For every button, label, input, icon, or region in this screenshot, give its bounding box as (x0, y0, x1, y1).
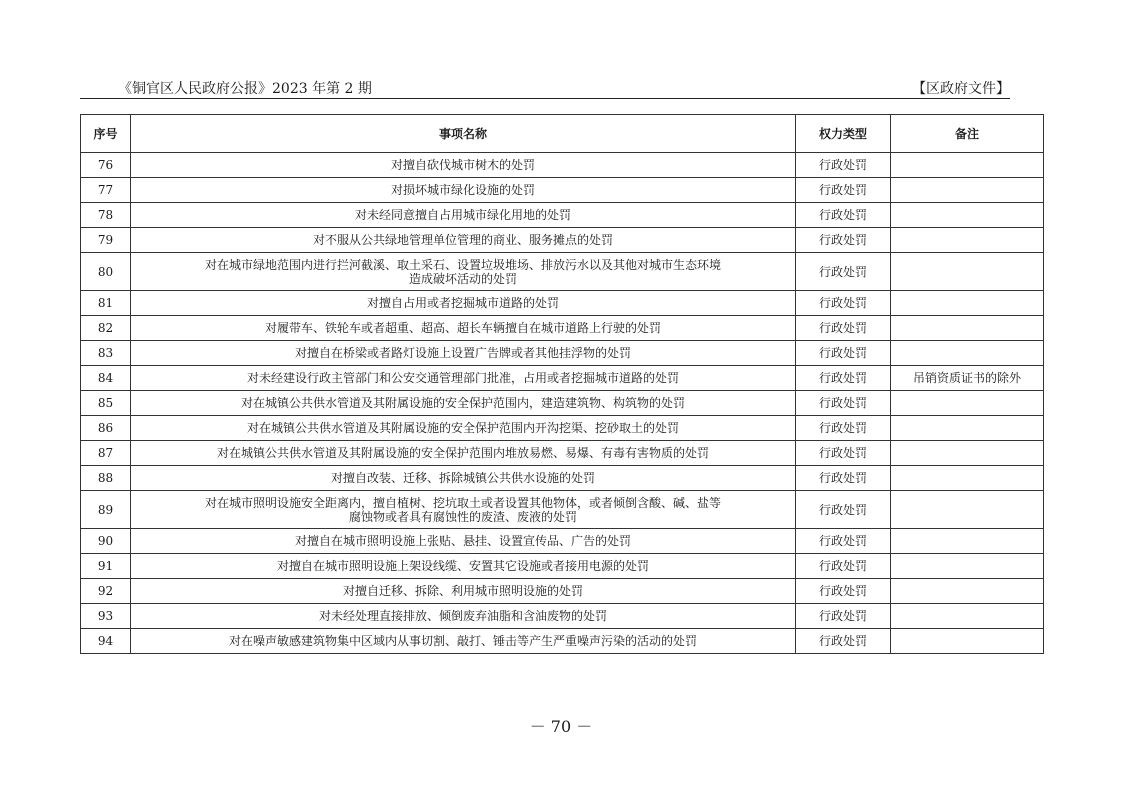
cell-note (891, 316, 1044, 341)
running-header (80, 76, 1010, 99)
cell-name: 对损坏城市绿化设施的处罚 (131, 178, 796, 203)
cell-name: 对未经建设行政主管部门和公安交通管理部门批准，占用或者挖掘城市道路的处罚 (131, 366, 796, 391)
table-row (81, 203, 1044, 228)
cell-type: 行政处罚 (796, 366, 891, 391)
cell-type: 行政处罚 (796, 466, 891, 491)
table-row (81, 391, 1044, 416)
cell-no: 79 (81, 228, 131, 253)
table-row (81, 316, 1044, 341)
cell-type: 行政处罚 (796, 604, 891, 629)
cell-no: 83 (81, 341, 131, 366)
cell-note (891, 391, 1044, 416)
cell-type: 行政处罚 (796, 529, 891, 554)
cell-note (891, 253, 1044, 291)
cell-type: 行政处罚 (796, 291, 891, 316)
cell-name: 对在城镇公共供水管道及其附属设施的安全保护范围内，建造建筑物、构筑物的处罚 (131, 391, 796, 416)
cell-no: 93 (81, 604, 131, 629)
cell-type: 行政处罚 (796, 253, 891, 291)
items-table (80, 114, 1044, 654)
cell-type: 行政处罚 (796, 554, 891, 579)
table-row (81, 629, 1044, 654)
table-row (81, 604, 1044, 629)
cell-note (891, 203, 1044, 228)
cell-type: 行政处罚 (796, 629, 891, 654)
cell-name: 对擅自在城市照明设施上架设线缆、安置其它设施或者接用电源的处罚 (131, 554, 796, 579)
cell-name: 对在城镇公共供水管道及其附属设施的安全保护范围内开沟挖渠、挖砂取土的处罚 (131, 416, 796, 441)
cell-no: 86 (81, 416, 131, 441)
table-row (81, 178, 1044, 203)
cell-note (891, 341, 1044, 366)
cell-type: 行政处罚 (796, 441, 891, 466)
cell-note (891, 441, 1044, 466)
cell-no: 80 (81, 253, 131, 291)
cell-note (891, 579, 1044, 604)
cell-note (891, 291, 1044, 316)
column-header-type: 权力类型 (796, 115, 891, 153)
table-row (81, 153, 1044, 178)
page-number: － 70 － (529, 717, 593, 736)
cell-no: 84 (81, 366, 131, 391)
cell-no: 76 (81, 153, 131, 178)
cell-type: 行政处罚 (796, 178, 891, 203)
section-label: 【区政府文件】 (912, 81, 1010, 97)
cell-note (891, 491, 1044, 529)
table-row (81, 579, 1044, 604)
cell-note (891, 178, 1044, 203)
table-header-row (81, 115, 1044, 153)
cell-no: 92 (81, 579, 131, 604)
cell-name: 对擅自迁移、拆除、利用城市照明设施的处罚 (131, 579, 796, 604)
column-header-note: 备注 (891, 115, 1044, 153)
cell-note (891, 629, 1044, 654)
cell-name: 对在城市绿地范围内进行拦河截溪、取土采石、设置垃圾堆场、排放污水以及其他对城市生态环境 造成破坏活动的处罚 (131, 253, 796, 291)
cell-type: 行政处罚 (796, 228, 891, 253)
cell-name: 对擅自占用或者挖掘城市道路的处罚 (131, 291, 796, 316)
cell-name: 对未经同意擅自占用城市绿化用地的处罚 (131, 203, 796, 228)
cell-name: 对擅自砍伐城市树木的处罚 (131, 153, 796, 178)
cell-note (891, 416, 1044, 441)
table-row (81, 416, 1044, 441)
cell-note (891, 554, 1044, 579)
table-row (81, 554, 1044, 579)
cell-note (891, 466, 1044, 491)
cell-no: 94 (81, 629, 131, 654)
table-row (81, 491, 1044, 529)
table-row (81, 341, 1044, 366)
cell-name: 对不服从公共绿地管理单位管理的商业、服务摊点的处罚 (131, 228, 796, 253)
cell-type: 行政处罚 (796, 416, 891, 441)
cell-name: 对擅自在城市照明设施上张贴、悬挂、设置宣传品、广告的处罚 (131, 529, 796, 554)
cell-type: 行政处罚 (796, 203, 891, 228)
cell-no: 89 (81, 491, 131, 529)
cell-note (891, 604, 1044, 629)
table-row (81, 291, 1044, 316)
cell-no: 88 (81, 466, 131, 491)
cell-type: 行政处罚 (796, 316, 891, 341)
cell-note (891, 153, 1044, 178)
cell-no: 78 (81, 203, 131, 228)
table-row (81, 529, 1044, 554)
publication-title: 《铜官区人民政府公报》2023 年第 2 期 (118, 81, 372, 97)
column-header-name: 事项名称 (131, 115, 796, 153)
cell-type: 行政处罚 (796, 579, 891, 604)
cell-name: 对在城镇公共供水管道及其附属设施的安全保护范围内堆放易燃、易爆、有毒有害物质的处罚 (131, 441, 796, 466)
cell-no: 82 (81, 316, 131, 341)
cell-type: 行政处罚 (796, 391, 891, 416)
cell-note (891, 228, 1044, 253)
cell-type: 行政处罚 (796, 341, 891, 366)
cell-type: 行政处罚 (796, 491, 891, 529)
cell-name: 对擅自改装、迁移、拆除城镇公共供水设施的处罚 (131, 466, 796, 491)
cell-no: 81 (81, 291, 131, 316)
cell-no: 91 (81, 554, 131, 579)
table-row (81, 466, 1044, 491)
cell-no: 90 (81, 529, 131, 554)
cell-name: 对未经处理直接排放、倾倒废弃油脂和含油废物的处罚 (131, 604, 796, 629)
table-row (81, 366, 1044, 391)
cell-name: 对在噪声敏感建筑物集中区域内从事切割、敲打、锤击等产生严重噪声污染的活动的处罚 (131, 629, 796, 654)
cell-name: 对履带车、铁轮车或者超重、超高、超长车辆擅自在城市道路上行驶的处罚 (131, 316, 796, 341)
column-header-no: 序号 (81, 115, 131, 153)
cell-note (891, 529, 1044, 554)
cell-name: 对擅自在桥梁或者路灯设施上设置广告牌或者其他挂浮物的处罚 (131, 341, 796, 366)
table-row (81, 441, 1044, 466)
table-row (81, 253, 1044, 291)
cell-type: 行政处罚 (796, 153, 891, 178)
cell-no: 85 (81, 391, 131, 416)
cell-no: 77 (81, 178, 131, 203)
cell-note: 吊销资质证书的除外 (891, 366, 1044, 391)
cell-name: 对在城市照明设施安全距离内，擅自植树、挖坑取土或者设置其他物体，或者倾倒含酸、碱、盐等 腐蚀物或者具有腐蚀性的废渣、废液的处罚 (131, 491, 796, 529)
table-row (81, 228, 1044, 253)
cell-no: 87 (81, 441, 131, 466)
